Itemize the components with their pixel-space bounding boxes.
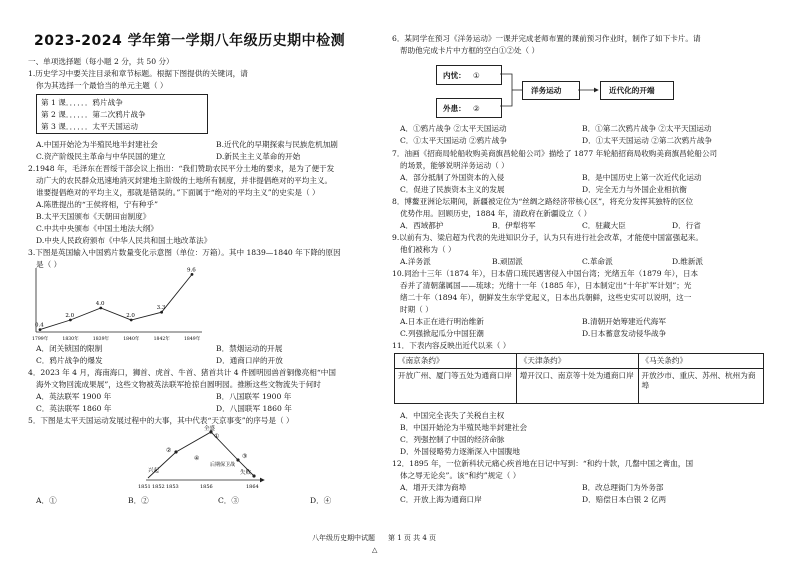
q12-option-b[interactable]: B．改总理衙门为外务部 — [582, 483, 664, 492]
section-heading: 一、单项选择题（每小题 2 分，共 50 分） — [28, 57, 174, 66]
q10-stem-line3: 绪二十年（1894 年），朝鲜发生东学党起义，日本出兵朝鲜，这些史实可以说明，这一 — [400, 293, 692, 302]
q5-option-a[interactable]: A．① — [36, 496, 57, 505]
q12-option-a[interactable]: A．增开天津为商埠 — [400, 483, 467, 492]
footer-exam-name: 八年级历史期中试题 — [312, 534, 375, 542]
footer-mark: △ — [372, 546, 378, 554]
chart-x-tick-label: 1842年 — [153, 337, 170, 342]
diagram-point-3: ③ — [242, 453, 248, 460]
q2-option-c[interactable]: C.中共中央颁布《中国土地法大纲》 — [36, 224, 158, 233]
q12-stem-line1: 12．1895 年，一位新科状元痛心疾首地在日记中写到：“和约十款，几罄中国之膏血，国 — [392, 459, 694, 468]
q12-option-d[interactable]: D．赔偿日本白银 2 亿两 — [582, 495, 667, 504]
q5-stem: 5．下图是太平天国运动发展过程中的大事，其中代表“天京事变”的序号是（ ） — [28, 416, 294, 425]
q1-option-a[interactable]: A.中国开始沦为半殖民地半封建社会 — [36, 140, 158, 149]
q2-option-b[interactable]: B.太平天国颁布《天朝田亩制度》 — [36, 212, 151, 221]
opium-import-chart — [32, 266, 207, 344]
q8-option-a[interactable]: A．西域都护 — [400, 221, 444, 230]
diagram-top-label: 全盛 — [204, 426, 216, 432]
q2-stem-line2: 动广大的农民群众迅速地消灭封建地主阶级的土地所有制度，并非提倡绝对的平均主义。 — [36, 176, 333, 185]
chart-data-label: 0.4 — [35, 322, 44, 329]
chart-x-tick-label: 1839年 — [92, 337, 110, 342]
chart-point — [39, 328, 42, 331]
q10-stem-line2: 吞并了清朝藩属国——琉球；光绪十一年（1885 年），日本制定出“十年扩军计划”；光 — [400, 281, 692, 290]
q8-option-b[interactable]: B．伊犁将军 — [492, 221, 536, 230]
q8-stem-line2: 优势作用。回顾历史，1884 年，清政府在新疆设立（ ） — [400, 209, 592, 218]
q1-box-line2: 第 2 课．．．．．．第二次鸦片战争 — [41, 110, 146, 119]
q1-lesson-box — [36, 94, 208, 134]
q7-stem-line1: 7．油画《招商局轮船收购美商旗昌轮船公司》描绘了 1877 年轮船招商局收购美商旗昌轮船公司 — [392, 149, 718, 158]
diagram-year-5: 1864 — [246, 484, 259, 490]
chart-point — [99, 307, 102, 310]
q2-stem-line3: 谁要提倡绝对的平均主义，那就是错误的。”下面属于“绝对的平均主义”的史实是（ ） — [36, 188, 320, 197]
chart-point — [160, 311, 163, 314]
q4-option-d[interactable]: D．八国联军 1860 年 — [216, 404, 292, 413]
q6-stem-line2: 帮助他完成卡片中方框的空白①②处（ ） — [400, 46, 540, 55]
q6-option-a[interactable]: A．①鸦片战争 ②太平天国运动 — [400, 124, 507, 133]
diagram-year-2: 1852 — [152, 484, 165, 490]
chart-data-label: 2.0 — [126, 313, 135, 319]
diagram-year-4: 1856 — [200, 484, 213, 490]
q6-inner-box — [436, 65, 502, 85]
q3-stem-line2: 是（ ） — [36, 260, 62, 269]
q11-treaty-table — [394, 353, 764, 404]
q10-option-a[interactable]: A.日本正在进行明治维新 — [400, 317, 484, 326]
diagram-year-3: 1853 — [166, 484, 179, 490]
footer-page-number: 第 1 页 共 4 页 — [388, 534, 437, 542]
q6-middle-box — [522, 81, 580, 100]
diagram-point-2: ② — [166, 447, 172, 454]
q9-option-d[interactable]: D.维新派 — [672, 257, 704, 266]
q4-option-c[interactable]: C．英法联军 1860 年 — [36, 404, 112, 413]
q6-inner-label: 内忧： — [443, 71, 466, 80]
q1-box-line1: 第 1 课．．．．．．鸦片战争 — [41, 98, 123, 107]
q1-option-c[interactable]: C.资产阶级民主革命与中华民国的建立 — [36, 152, 166, 161]
chart-point — [69, 319, 72, 322]
q10-option-d[interactable]: D.日本蓄意发动侵华战争 — [582, 329, 667, 338]
page-title: 2023-2024 学年第一学期八年级历史期中检测 — [34, 33, 346, 49]
diagram-year-1: 1851 — [138, 484, 151, 490]
timeline-path — [148, 432, 254, 478]
q9-stem-line1: 9.以前有为、梁启超为代表的先进知识分子，认为只有进行社会改革，才能使中国富强起来。 — [392, 233, 703, 242]
diagram-fail-label: 失败 — [240, 470, 252, 476]
q1-stem-line1: 1.历史学习中要关注目录和章节标题。根据下图提供的关键词，请 — [28, 69, 248, 78]
q11-option-d[interactable]: D．外国侵略势力逐渐深入中国腹地 — [400, 447, 520, 456]
q11-option-b[interactable]: B．中国开始沦为半殖民地半封建社会 — [400, 423, 528, 432]
chart-x-tick-label: 1799年 — [32, 337, 49, 342]
q10-stem-line1: 10.同治十三年（1874 年），日本借口琉民遇害侵入中国台湾；光绪五年（1879 年），日本 — [392, 269, 699, 278]
q11-option-a[interactable]: A．中国完全丧失了关税自主权 — [400, 411, 505, 420]
q4-option-a[interactable]: A．英法联军 1900 年 — [36, 392, 112, 401]
q6-option-b[interactable]: B．①第二次鸦片战争 ②太平天国运动 — [582, 124, 712, 133]
q3-option-b[interactable]: B．禁烟运动的开展 — [216, 344, 283, 353]
q10-stem-line4: 时期（ ） — [400, 305, 433, 314]
chart-point — [130, 319, 133, 322]
q11-stem: 11．下表内容反映出近代以来（ ） — [392, 341, 511, 350]
q11-option-c[interactable]: C．列强控制了中国的经济命脉 — [400, 435, 505, 444]
chart-x-tick-label: 1830年 — [62, 337, 79, 342]
table-cell-tianjin: 增开汉口、南京等十处为通商口岸 — [516, 369, 638, 404]
q10-option-c[interactable]: C.列强掀起瓜分中国狂潮 — [400, 329, 484, 338]
q5-option-b[interactable]: B．② — [128, 496, 149, 505]
q1-box-line3: 第 3 课．．．．．．太平天国运动 — [41, 122, 138, 131]
q7-option-b[interactable]: B．是中国历史上第一次近代化运动 — [582, 173, 702, 182]
q2-stem-line1: 2.1948 年，毛泽东在晋绥干部会议上指出：“我们赞助农民平分土地的要求，是为了便于发 — [28, 164, 335, 173]
q6-outer-box — [436, 98, 502, 118]
q6-result-label: 近代化的开端 — [609, 86, 655, 95]
q5-option-c[interactable]: C．③ — [218, 496, 239, 505]
chart-data-label: 9.6 — [187, 267, 196, 274]
q6-inner-blank: ① — [473, 71, 480, 80]
q10-option-b[interactable]: B.清朝开始筹建近代海军 — [582, 317, 666, 326]
q8-option-c[interactable]: C．驻藏大臣 — [582, 221, 626, 230]
q2-option-a[interactable]: A.陈胜提出的“王侯将相，宁有种乎” — [36, 200, 158, 209]
q6-outer-label: 外患： — [443, 104, 466, 113]
q7-option-a[interactable]: A．部分抵制了外国资本的入侵 — [400, 173, 505, 182]
taiping-timeline-diagram — [136, 424, 271, 492]
q6-option-c[interactable]: C．①太平天国运动 ②鸦片战争 — [400, 136, 507, 145]
q3-option-d[interactable]: D．通商口岸的开放 — [216, 356, 283, 365]
q7-option-d[interactable]: D．完全无力与外国企业相抗衡 — [582, 185, 687, 194]
q6-option-d[interactable]: D．①太平天国运动 ②第二次鸦片战争 — [582, 136, 713, 145]
table-cell-nanjing: 开放广州、厦门等五处为通商口岸 — [395, 369, 517, 404]
q1-option-d[interactable]: D.新民主主义革命的开始 — [216, 152, 301, 161]
q4-stem-line2: 海外文物回流成果展”，这些文物被英法联军抢掠自圆明园。推断这些文物流失于何时 — [36, 380, 321, 389]
chart-point — [191, 273, 194, 276]
chart-series-line — [40, 274, 192, 329]
q5-option-d[interactable]: D．④ — [310, 496, 332, 505]
q12-stem-line2: 体之辱无论矣”。该“和约”规定（ ） — [400, 471, 521, 480]
diagram-point-1: ① — [214, 433, 220, 440]
q9-stem-line2: 他们被称为（ ） — [400, 245, 456, 254]
q4-option-b[interactable]: B．八国联军 1900 年 — [216, 392, 292, 401]
q4-stem-line1: 4．2023 年 4 月，海南海口，狮首、虎首、牛首、猪首共计 4 件圆明园兽首铜像亮相“中国 — [28, 368, 336, 377]
q3-option-c[interactable]: C．鸦片战争的爆发 — [36, 356, 103, 365]
q8-option-d[interactable]: D．行省 — [672, 221, 701, 230]
q3-stem-line1: 3.下图是英国输入中国鸦片数量变化示意图（单位：万箱）。其中 1839—1840 年下降的原因 — [28, 248, 341, 257]
q6-middle-label: 洋务运动 — [531, 86, 562, 95]
chart-data-label: 4.0 — [95, 301, 105, 307]
chart-data-label: 3.3 — [156, 305, 166, 312]
q9-option-c[interactable]: C.革命派 — [582, 257, 613, 266]
q6-result-box — [600, 81, 674, 100]
q9-option-a[interactable]: A.洋务派 — [400, 257, 431, 266]
diagram-point-4: ④ — [194, 455, 200, 462]
diagram-turn-label: 后期保卫战 — [210, 462, 236, 468]
diagram-start-label: 兴起 — [148, 468, 160, 474]
table-header-tianjin: 《天津条约》 — [516, 354, 638, 369]
table-header-maguan: 《马关条约》 — [638, 354, 763, 369]
chart-data-label: 2.0 — [65, 313, 75, 319]
chart-x-tick-label: 1849年 — [184, 337, 201, 342]
q6-stem-line1: 6．某同学在预习《洋务运动》一课并完成老师布置的课前预习作业时，制作了如下卡片。请 — [392, 34, 701, 43]
q7-option-c[interactable]: C．促进了民族资本主义的发展 — [400, 185, 505, 194]
q9-option-b[interactable]: B.顽固派 — [492, 257, 523, 266]
q12-option-c[interactable]: C．开放上海为通商口岸 — [400, 495, 482, 504]
q3-option-a[interactable]: A．闭关锁国的限制 — [36, 344, 103, 353]
q1-option-b[interactable]: B.近代化的早期探索与民族危机加剧 — [216, 140, 338, 149]
chart-x-tick-label: 1840年 — [123, 337, 140, 342]
table-cell-maguan: 开放沙市、重庆、苏州、杭州为商埠 — [638, 369, 763, 404]
q7-stem-line2: 的场景，能够说明洋务运动（ ） — [400, 161, 509, 170]
table-row — [395, 369, 764, 404]
table-header-row — [395, 354, 764, 369]
q8-stem-line1: 8．博鳌亚洲论坛期间，新疆被定位为“丝绸之路经济带核心区”，将充分发挥其独特的区位 — [392, 197, 694, 206]
q1-stem-line2: 你为其选择一个最恰当的单元主题（ ） — [36, 81, 168, 90]
q6-outer-blank: ② — [473, 104, 480, 113]
table-header-nanjing: 《南京条约》 — [395, 354, 517, 369]
q2-option-d[interactable]: D.中央人民政府颁布《中华人民共和国土地改革法》 — [36, 236, 212, 245]
